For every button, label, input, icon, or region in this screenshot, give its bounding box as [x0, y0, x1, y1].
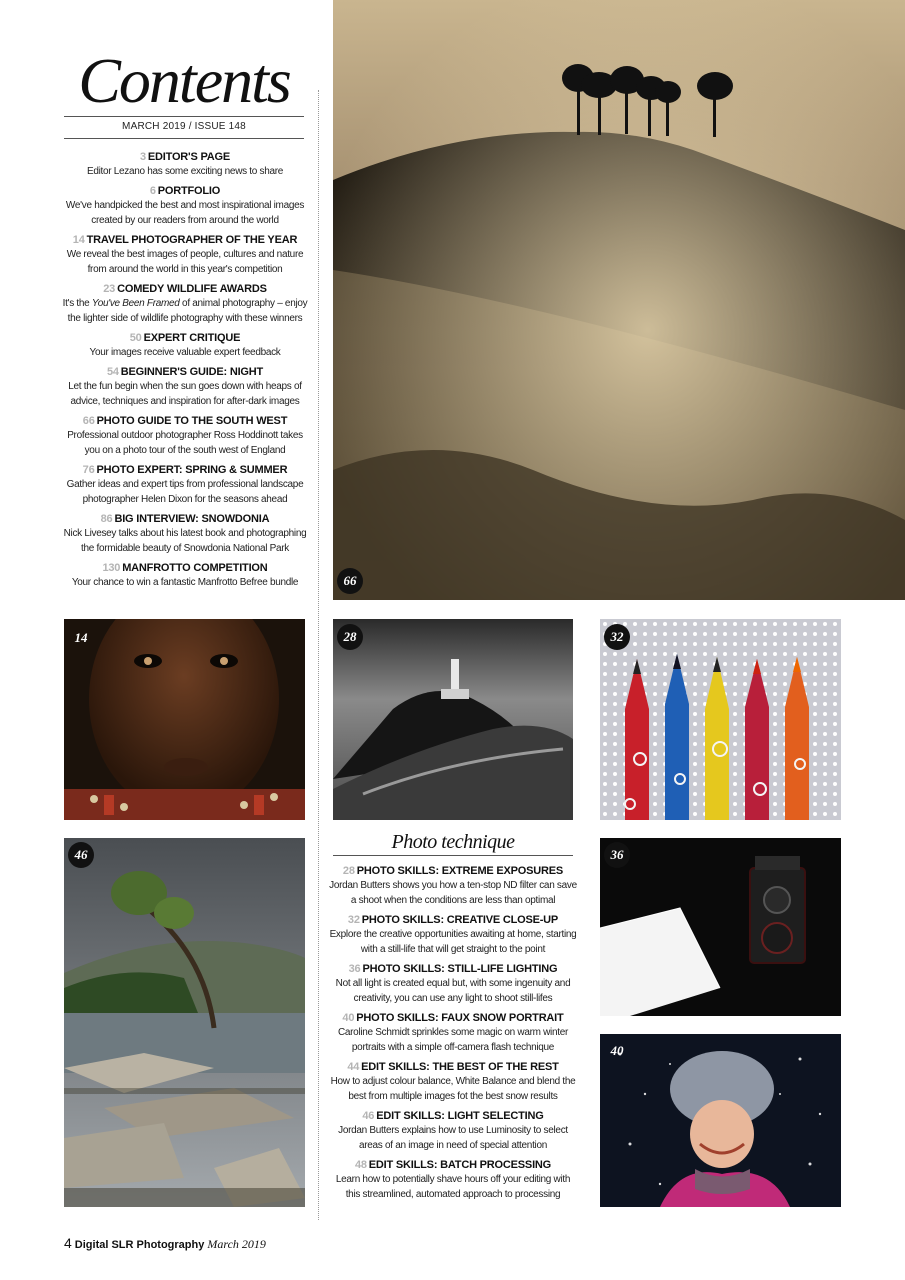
portrait-photo[interactable] — [64, 619, 305, 820]
toc-entry[interactable] — [60, 414, 310, 458]
toc-description: Nick Livesey talks about his latest book and photographing the formidable beauty of Snowdonia National Park — [63, 528, 307, 554]
toc-page-number: 3 — [139, 151, 146, 163]
toc-description: How to adjust colour balance, White Balance and blend the best from multiple images fot the best snow results — [330, 1076, 576, 1102]
toc-description: Professional outdoor photographer Ross Hoddinott takes you on a photo tour of the south west of England — [67, 430, 303, 456]
toc-entry[interactable] — [60, 150, 310, 179]
toc-entry[interactable] — [60, 561, 310, 590]
toc-page-number: 40 — [342, 1012, 355, 1024]
snow-portrait-photo[interactable] — [600, 1034, 841, 1207]
toc-description: We've handpicked the best and most inspirational images created by our readers from around the world — [65, 200, 305, 226]
photo-technique-list — [328, 864, 578, 1207]
issue-line: MARCH 2019 / ISSUE 148 — [122, 121, 246, 132]
toc-description: Let the fun begin when the sun goes down with heaps of advice, techniques and inspiration for after-dark images — [68, 381, 302, 407]
lighthouse-photo[interactable] — [333, 619, 573, 820]
toc-heading: PHOTO SKILLS: STILL-LIFE LIGHTING — [362, 963, 558, 975]
page-badge: 66 — [337, 568, 363, 594]
toc-description: Your chance to win a fantastic Manfrotto Befree bundle — [71, 577, 299, 588]
toc-heading: EXPERT CRITIQUE — [143, 332, 241, 344]
toc-heading: PHOTO SKILLS: FAUX SNOW PORTRAIT — [356, 1012, 564, 1024]
toc-heading: PHOTO SKILLS: EXTREME EXPOSURES — [356, 865, 564, 877]
page-badge: 28 — [337, 624, 363, 650]
toc-heading: PORTFOLIO — [157, 185, 221, 197]
toc-page-number: 66 — [82, 415, 95, 427]
technique-entry[interactable] — [328, 1109, 578, 1153]
toc-heading: EDIT SKILLS: BATCH PROCESSING — [368, 1159, 552, 1171]
misty-hill-photo[interactable] — [333, 0, 905, 600]
lake-tree-image — [64, 838, 305, 1207]
portrait-image — [64, 619, 305, 820]
toc-page-number: 130 — [102, 562, 121, 574]
misty-hill-image — [333, 0, 905, 600]
issue-date: March 2019 — [207, 1237, 266, 1251]
toc-description: Editor Lezano has some exciting news to share — [86, 166, 284, 177]
toc-heading: PHOTO EXPERT: SPRING & SUMMER — [96, 464, 288, 476]
pencils-photo[interactable] — [600, 619, 841, 820]
toc-page-number: 6 — [149, 185, 156, 197]
toc-entry[interactable] — [60, 233, 310, 277]
toc-description: Explore the creative opportunities awaiting at home, starting with a still-life that will get straight to the point — [329, 929, 577, 955]
toc-page-number: 76 — [82, 464, 95, 476]
toc-page-number: 36 — [348, 963, 361, 975]
toc-description: Learn how to potentially shave hours off your editing with this streamlined, automated approach to processing — [335, 1174, 571, 1200]
contents-list — [60, 150, 310, 595]
page-badge: 14 — [74, 630, 88, 645]
toc-heading: EDITOR'S PAGE — [147, 151, 231, 163]
technique-entry[interactable] — [328, 1011, 578, 1055]
technique-entry[interactable] — [328, 962, 578, 1006]
toc-page-number: 23 — [103, 283, 116, 295]
toc-description: Jordan Butters explains how to use Luminosity to select areas of an image in need of special attention — [338, 1125, 568, 1151]
section-title: Photo technique — [391, 831, 515, 853]
toc-page-number: 28 — [342, 865, 355, 877]
title-rule-bottom — [64, 138, 304, 139]
column-divider — [318, 90, 319, 1220]
toc-page-number: 46 — [362, 1110, 375, 1122]
toc-description: Caroline Schmidt sprinkles some magic on warm winter portraits with a simple off-camera flash technique — [337, 1027, 569, 1053]
technique-entry[interactable] — [328, 1060, 578, 1104]
title-rule-top — [64, 116, 304, 117]
toc-entry[interactable] — [60, 365, 310, 409]
page-number: 4 — [64, 1235, 72, 1251]
pencils-image — [600, 619, 841, 820]
toc-description: Jordan Butters shows you how a ten-stop ND filter can save a shoot when the conditions are less than optimal — [329, 880, 577, 906]
toc-description: Not all light is created equal but, with some ingenuity and creativity, you can use any light to shoot still-lifes — [335, 978, 571, 1004]
toc-page-number: 44 — [347, 1061, 360, 1073]
toc-heading: COMEDY WILDLIFE AWARDS — [117, 283, 267, 295]
toc-page-number: 50 — [129, 332, 142, 344]
toc-page-number: 54 — [106, 366, 119, 378]
toc-heading: PHOTO SKILLS: CREATIVE CLOSE-UP — [361, 914, 559, 926]
toc-heading: TRAVEL PHOTOGRAPHER OF THE YEAR — [86, 234, 298, 246]
camera-image — [600, 838, 841, 1016]
toc-description: We reveal the best images of people, cultures and nature from around the world in this year's competition — [66, 249, 304, 275]
snow-portrait-image — [600, 1034, 841, 1207]
toc-entry[interactable] — [60, 282, 310, 326]
toc-page-number: 32 — [347, 914, 360, 926]
page-badge: 32 — [604, 624, 630, 650]
magazine-name: Digital SLR Photography — [74, 1239, 205, 1251]
toc-heading: PHOTO GUIDE TO THE SOUTH WEST — [96, 415, 288, 427]
lake-tree-photo[interactable] — [64, 838, 305, 1207]
technique-entry[interactable] — [328, 1158, 578, 1202]
toc-entry[interactable] — [60, 331, 310, 360]
toc-description: Your images receive valuable expert feedback — [89, 347, 281, 358]
toc-heading: EDIT SKILLS: LIGHT SELECTING — [376, 1110, 544, 1122]
lighthouse-image — [333, 619, 573, 820]
toc-page-number: 14 — [72, 234, 85, 246]
toc-heading: EDIT SKILLS: THE BEST OF THE REST — [361, 1061, 559, 1073]
technique-entry[interactable] — [328, 913, 578, 957]
toc-entry[interactable] — [60, 463, 310, 507]
page-badge: 36 — [604, 842, 630, 868]
page-badge: 46 — [68, 842, 94, 868]
section-rule — [333, 855, 573, 856]
technique-entry[interactable] — [328, 864, 578, 908]
page-footer — [64, 1235, 266, 1252]
page-badge: 40 — [610, 1043, 624, 1058]
camera-still-life-photo[interactable] — [600, 838, 841, 1016]
toc-page-number: 48 — [354, 1159, 367, 1171]
toc-heading: MANFROTTO COMPETITION — [122, 562, 268, 574]
toc-description: Gather ideas and expert tips from professional landscape photographer Helen Dixon for the seasons ahead — [66, 479, 304, 505]
toc-entry[interactable] — [60, 184, 310, 228]
toc-page-number: 86 — [100, 513, 113, 525]
toc-heading: BEGINNER'S GUIDE: NIGHT — [120, 366, 264, 378]
toc-entry[interactable] — [60, 512, 310, 556]
page-title: Contents — [78, 45, 290, 116]
toc-heading: BIG INTERVIEW: SNOWDONIA — [114, 513, 270, 525]
toc-description: It's the You've Been Framed of animal photography – enjoy the lighter side of wildlife photography with these winners — [62, 298, 308, 324]
